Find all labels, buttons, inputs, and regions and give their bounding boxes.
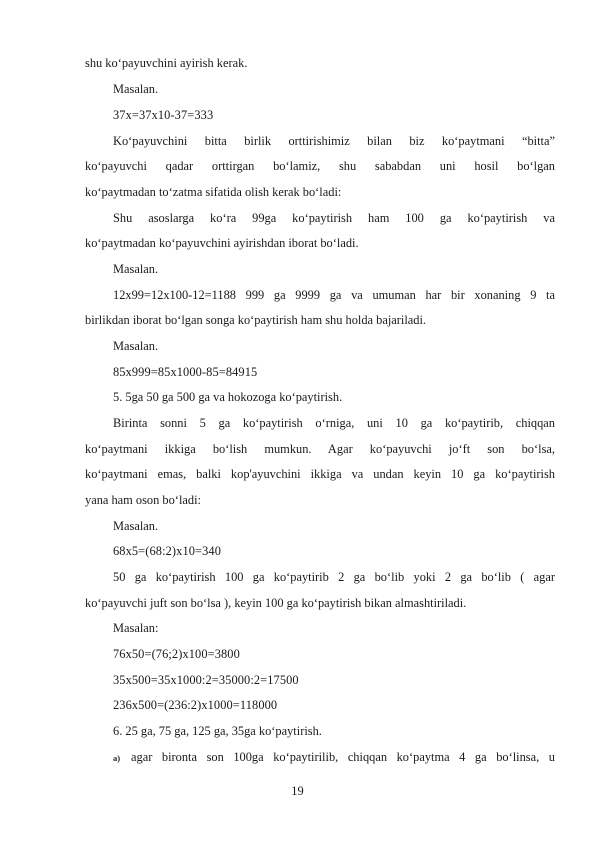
formula-line: 35x500=35x1000:2=35000:2=17500 <box>113 673 299 687</box>
section-heading: 5. 5ga 50 ga 500 ga va hokozoga ko‘paytirish. <box>113 390 343 404</box>
example-heading: Masalan. <box>113 519 159 533</box>
paragraph-line: ko‘paytmadan ko‘payuvchini ayirishdan iborat bo‘ladi. <box>85 236 359 250</box>
formula-line: 236x500=(236:2)x1000=118000 <box>113 698 278 712</box>
paragraph-line: 12x99=12x100-12=1188 999 ga 9999 ga va umuman har bir xonaning 9 ta <box>113 288 555 302</box>
paragraph-line: ko‘paytmadan to‘zatma sifatida olish kerak bo‘ladi: <box>85 185 342 199</box>
formula-line: 37x=37x10-37=333 <box>113 108 214 122</box>
paragraph-line: ko‘payuvchi qadar orttirgan bo‘lamiz, shu sababdan uni hosil bo‘lgan <box>85 159 555 173</box>
paragraph-line: shu ko‘payuvchini ayirish kerak. <box>85 56 248 70</box>
paragraph-line: ko‘paytmani ikkiga bo‘lish mumkun. Agar ko‘payuvchi jo‘ft son bo‘lsa, <box>85 442 555 456</box>
paragraph-line: ko‘paytmani emas, balki kop'ayuvchini ikkiga va undan keyin 10 ga ko‘paytirish <box>85 467 555 481</box>
list-marker: a) <box>113 753 121 763</box>
section-heading: 6. 25 ga, 75 ga, 125 ga, 35ga ko‘paytirish. <box>113 724 322 738</box>
paragraph-line: Shu asoslarga ko‘ra 99ga ko‘paytirish ham 100 ga ko‘paytirish va <box>113 211 555 225</box>
example-heading: Masalan. <box>113 339 159 353</box>
paragraph-line: Ko‘payuvchini bitta birlik orttirishimiz bilan biz ko‘paytmani “bitta” <box>113 134 555 148</box>
paragraph-line: ko‘payuvchi juft son bo‘lsa ), keyin 100 ga ko‘paytirish bikan almashtiriladi. <box>85 596 467 610</box>
example-heading: Masalan. <box>113 262 159 276</box>
formula-line: 68x5=(68:2)x10=340 <box>113 544 222 558</box>
paragraph-line: birlikdan iborat bo‘lgan songa ko‘paytirish ham shu holda bajariladi. <box>85 313 427 327</box>
formula-line: 85x999=85x1000-85=84915 <box>113 365 258 379</box>
list-item <box>113 750 555 766</box>
paragraph-line: 50 ga ko‘paytirish 100 ga ko‘paytirib 2 ga bo‘lib yoki 2 ga bo‘lib ( agar <box>113 570 555 584</box>
formula-line: 76x50=(76;2)x100=3800 <box>113 647 240 661</box>
paragraph-line: yana ham oson bo‘ladi: <box>85 493 201 507</box>
example-heading: Masalan: <box>113 621 159 635</box>
list-item-text: agar bironta son 100ga ko‘paytirilib, chiqqan ko‘paytma 4 ga bo‘linsa, u <box>131 750 555 764</box>
page-number: 19 <box>291 784 304 798</box>
example-heading: Masalan. <box>113 82 159 96</box>
paragraph-line: Birinta sonni 5 ga ko‘paytirish o‘rniga, uni 10 ga ko‘paytirib, chiqqan <box>113 416 555 430</box>
